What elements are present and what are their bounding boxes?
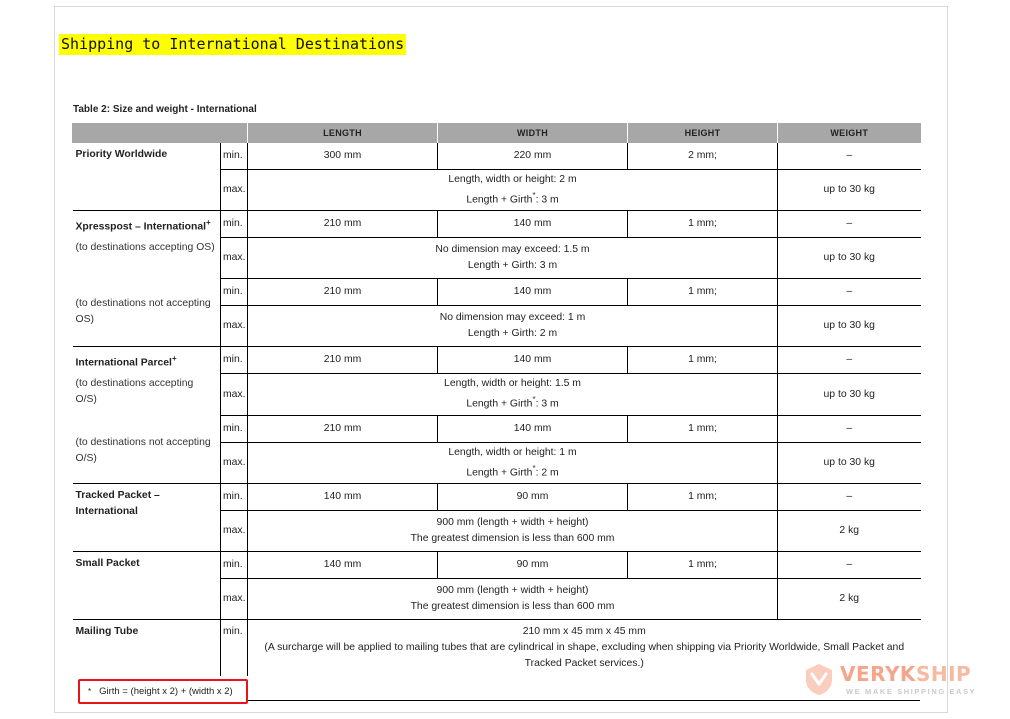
- logo-brand-b: SHIP: [915, 662, 972, 686]
- height-cell: 2 mm;: [628, 143, 778, 170]
- footnote-text: Girth = (height x 2) + (width x 2): [99, 686, 233, 697]
- product-cell: [73, 279, 221, 347]
- dim-line: [251, 461, 774, 481]
- logo-wordmark: [840, 662, 971, 686]
- footnote-mark: *: [88, 687, 92, 696]
- max-label: max.: [221, 374, 248, 415]
- table-caption: Table 2: Size and weight - International: [73, 104, 257, 115]
- product-cell: [73, 143, 221, 211]
- max-dimensions-cell: [248, 170, 778, 211]
- weight-cell: –: [778, 484, 921, 511]
- girth-value: : 3 m: [535, 398, 559, 410]
- min-label: min.: [221, 211, 248, 238]
- table-row: [73, 347, 921, 374]
- dim-line: [251, 188, 774, 208]
- footnote-rule: [248, 700, 920, 701]
- length-cell: 140 mm: [248, 552, 438, 579]
- max-dimensions-cell: [248, 579, 778, 620]
- girth-label: Length + Girth: [466, 194, 533, 206]
- weight-cell: –: [778, 143, 921, 170]
- table-row: [73, 279, 921, 306]
- product-name: Tracked Packet – International: [75, 490, 160, 518]
- table-header-row: [73, 123, 921, 143]
- height-cell: 1 mm;: [628, 279, 778, 306]
- shield-icon: [802, 662, 836, 696]
- header-blank: [221, 123, 248, 143]
- product-name: International Parcel: [75, 357, 172, 369]
- product-cell: [73, 620, 221, 677]
- girth-label: Length + Girth: [466, 467, 533, 479]
- length-cell: 210 mm: [248, 347, 438, 374]
- width-cell: 90 mm: [438, 552, 628, 579]
- product-cell: [73, 211, 221, 279]
- dim-line: No dimension may exceed: 1 m: [439, 312, 586, 324]
- product-subnote: (to destinations not accepting O/S): [75, 437, 211, 465]
- dim-line: 210 mm x 45 mm x 45 mm: [522, 626, 646, 638]
- min-label: min.: [221, 552, 248, 579]
- header-length: LENGTH: [248, 123, 438, 143]
- width-cell: 140 mm: [438, 347, 628, 374]
- min-label: min.: [221, 143, 248, 170]
- header-weight: WEIGHT: [778, 123, 921, 143]
- dim-line: The greatest dimension is less than 600 mm: [410, 533, 615, 545]
- height-cell: 1 mm;: [628, 211, 778, 238]
- max-label: max.: [221, 170, 248, 211]
- product-cell: [73, 552, 221, 620]
- min-label: min.: [221, 279, 248, 306]
- weight-cell: 2 kg: [778, 511, 921, 552]
- logo-tagline: WE MAKE SHIPPING EASY: [846, 687, 977, 696]
- weight-cell: up to 30 kg: [778, 238, 921, 279]
- length-cell: 210 mm: [248, 415, 438, 442]
- watermark-logo: [798, 660, 998, 700]
- min-label: min.: [221, 484, 248, 511]
- height-cell: 1 mm;: [628, 415, 778, 442]
- height-cell: 1 mm;: [628, 552, 778, 579]
- page-heading: Shipping to International Destinations: [61, 35, 405, 53]
- width-cell: 220 mm: [438, 143, 628, 170]
- min-label: min.: [221, 347, 248, 374]
- girth-label: Length + Girth: [466, 398, 533, 410]
- max-label: max.: [221, 306, 248, 347]
- product-subnote: (to destinations not accepting OS): [75, 297, 211, 325]
- table-row: [73, 484, 921, 511]
- weight-cell: 2 kg: [778, 579, 921, 620]
- product-cell: [73, 347, 221, 415]
- table-row: [73, 620, 921, 677]
- girth-value: : 3 m: [535, 194, 559, 206]
- dim-line: Length, width or height: 1 m: [448, 446, 577, 458]
- weight-cell: –: [778, 347, 921, 374]
- product-name-wrap: [76, 351, 218, 371]
- product-subnote: (to destinations accepting O/S): [75, 377, 194, 405]
- dim-line: 900 mm (length + width + height): [436, 585, 589, 597]
- dim-line: 900 mm (length + width + height): [436, 517, 589, 529]
- width-cell: 90 mm: [438, 484, 628, 511]
- weight-cell: –: [778, 552, 921, 579]
- product-name-wrap: [76, 215, 218, 235]
- dim-line: The greatest dimension is less than 600 mm: [410, 601, 615, 613]
- weight-cell: –: [778, 211, 921, 238]
- dim-line: Length + Girth: 2 m: [467, 328, 558, 340]
- girth-footnote: [78, 679, 248, 704]
- weight-cell: up to 30 kg: [778, 442, 921, 483]
- header-height: HEIGHT: [628, 123, 778, 143]
- max-label: max.: [221, 511, 248, 552]
- height-cell: 1 mm;: [628, 484, 778, 511]
- width-cell: 140 mm: [438, 211, 628, 238]
- dim-line: Length, width or height: 1.5 m: [444, 378, 581, 390]
- width-cell: 140 mm: [438, 279, 628, 306]
- logo-brand-a: VERYK: [840, 662, 916, 686]
- header-blank: [73, 123, 221, 143]
- weight-cell: –: [778, 279, 921, 306]
- max-dimensions-cell: [248, 374, 778, 415]
- max-dimensions-cell: [248, 511, 778, 552]
- min-label: min.: [221, 415, 248, 442]
- girth-asterisk: *: [532, 395, 536, 405]
- length-cell: 140 mm: [248, 484, 438, 511]
- dagger-mark: +: [206, 218, 211, 228]
- length-cell: 210 mm: [248, 279, 438, 306]
- product-name: Small Packet: [75, 558, 140, 570]
- dim-line: [251, 392, 774, 412]
- product-name: Mailing Tube: [75, 626, 139, 638]
- width-cell: 140 mm: [438, 415, 628, 442]
- girth-asterisk: *: [532, 191, 536, 200]
- max-label: max.: [221, 579, 248, 620]
- max-dimensions-cell: [248, 306, 778, 347]
- product-cell: [73, 484, 221, 552]
- table-row: [73, 211, 921, 238]
- dim-line: Length + Girth: 3 m: [467, 260, 558, 272]
- product-name: Xpresspost – International: [75, 221, 206, 233]
- max-label: max.: [221, 238, 248, 279]
- dim-line: (A surcharge will be applied to mailing tubes that are cylindrical in shape, excluding when shipping via Priority Worldwide, Small Packet and: [264, 642, 905, 654]
- product-subnote: (to destinations accepting OS): [75, 241, 215, 253]
- girth-asterisk: *: [532, 463, 536, 473]
- weight-cell: –: [778, 415, 921, 442]
- size-weight-table: [72, 123, 921, 676]
- product-name: Priority Worldwide: [75, 149, 168, 160]
- table-row: [73, 143, 921, 170]
- table-row: [73, 552, 921, 579]
- max-label: max.: [221, 442, 248, 483]
- height-cell: 1 mm;: [628, 347, 778, 374]
- weight-cell: up to 30 kg: [778, 306, 921, 347]
- min-label: min.: [221, 620, 248, 677]
- max-dimensions-cell: [248, 442, 778, 483]
- weight-cell: up to 30 kg: [778, 374, 921, 415]
- header-width: WIDTH: [438, 123, 628, 143]
- dim-line: No dimension may exceed: 1.5 m: [435, 244, 590, 256]
- length-cell: 210 mm: [248, 211, 438, 238]
- length-cell: 300 mm: [248, 143, 438, 170]
- table-row: [73, 415, 921, 442]
- weight-cell: up to 30 kg: [778, 170, 921, 211]
- dagger-mark: +: [171, 354, 177, 364]
- girth-value: : 2 m: [535, 467, 559, 479]
- product-cell: [73, 415, 221, 483]
- dim-line: Tracked Packet services.): [524, 658, 644, 670]
- max-dimensions-cell: [248, 238, 778, 279]
- dim-line: Length, width or height: 2 m: [448, 174, 577, 185]
